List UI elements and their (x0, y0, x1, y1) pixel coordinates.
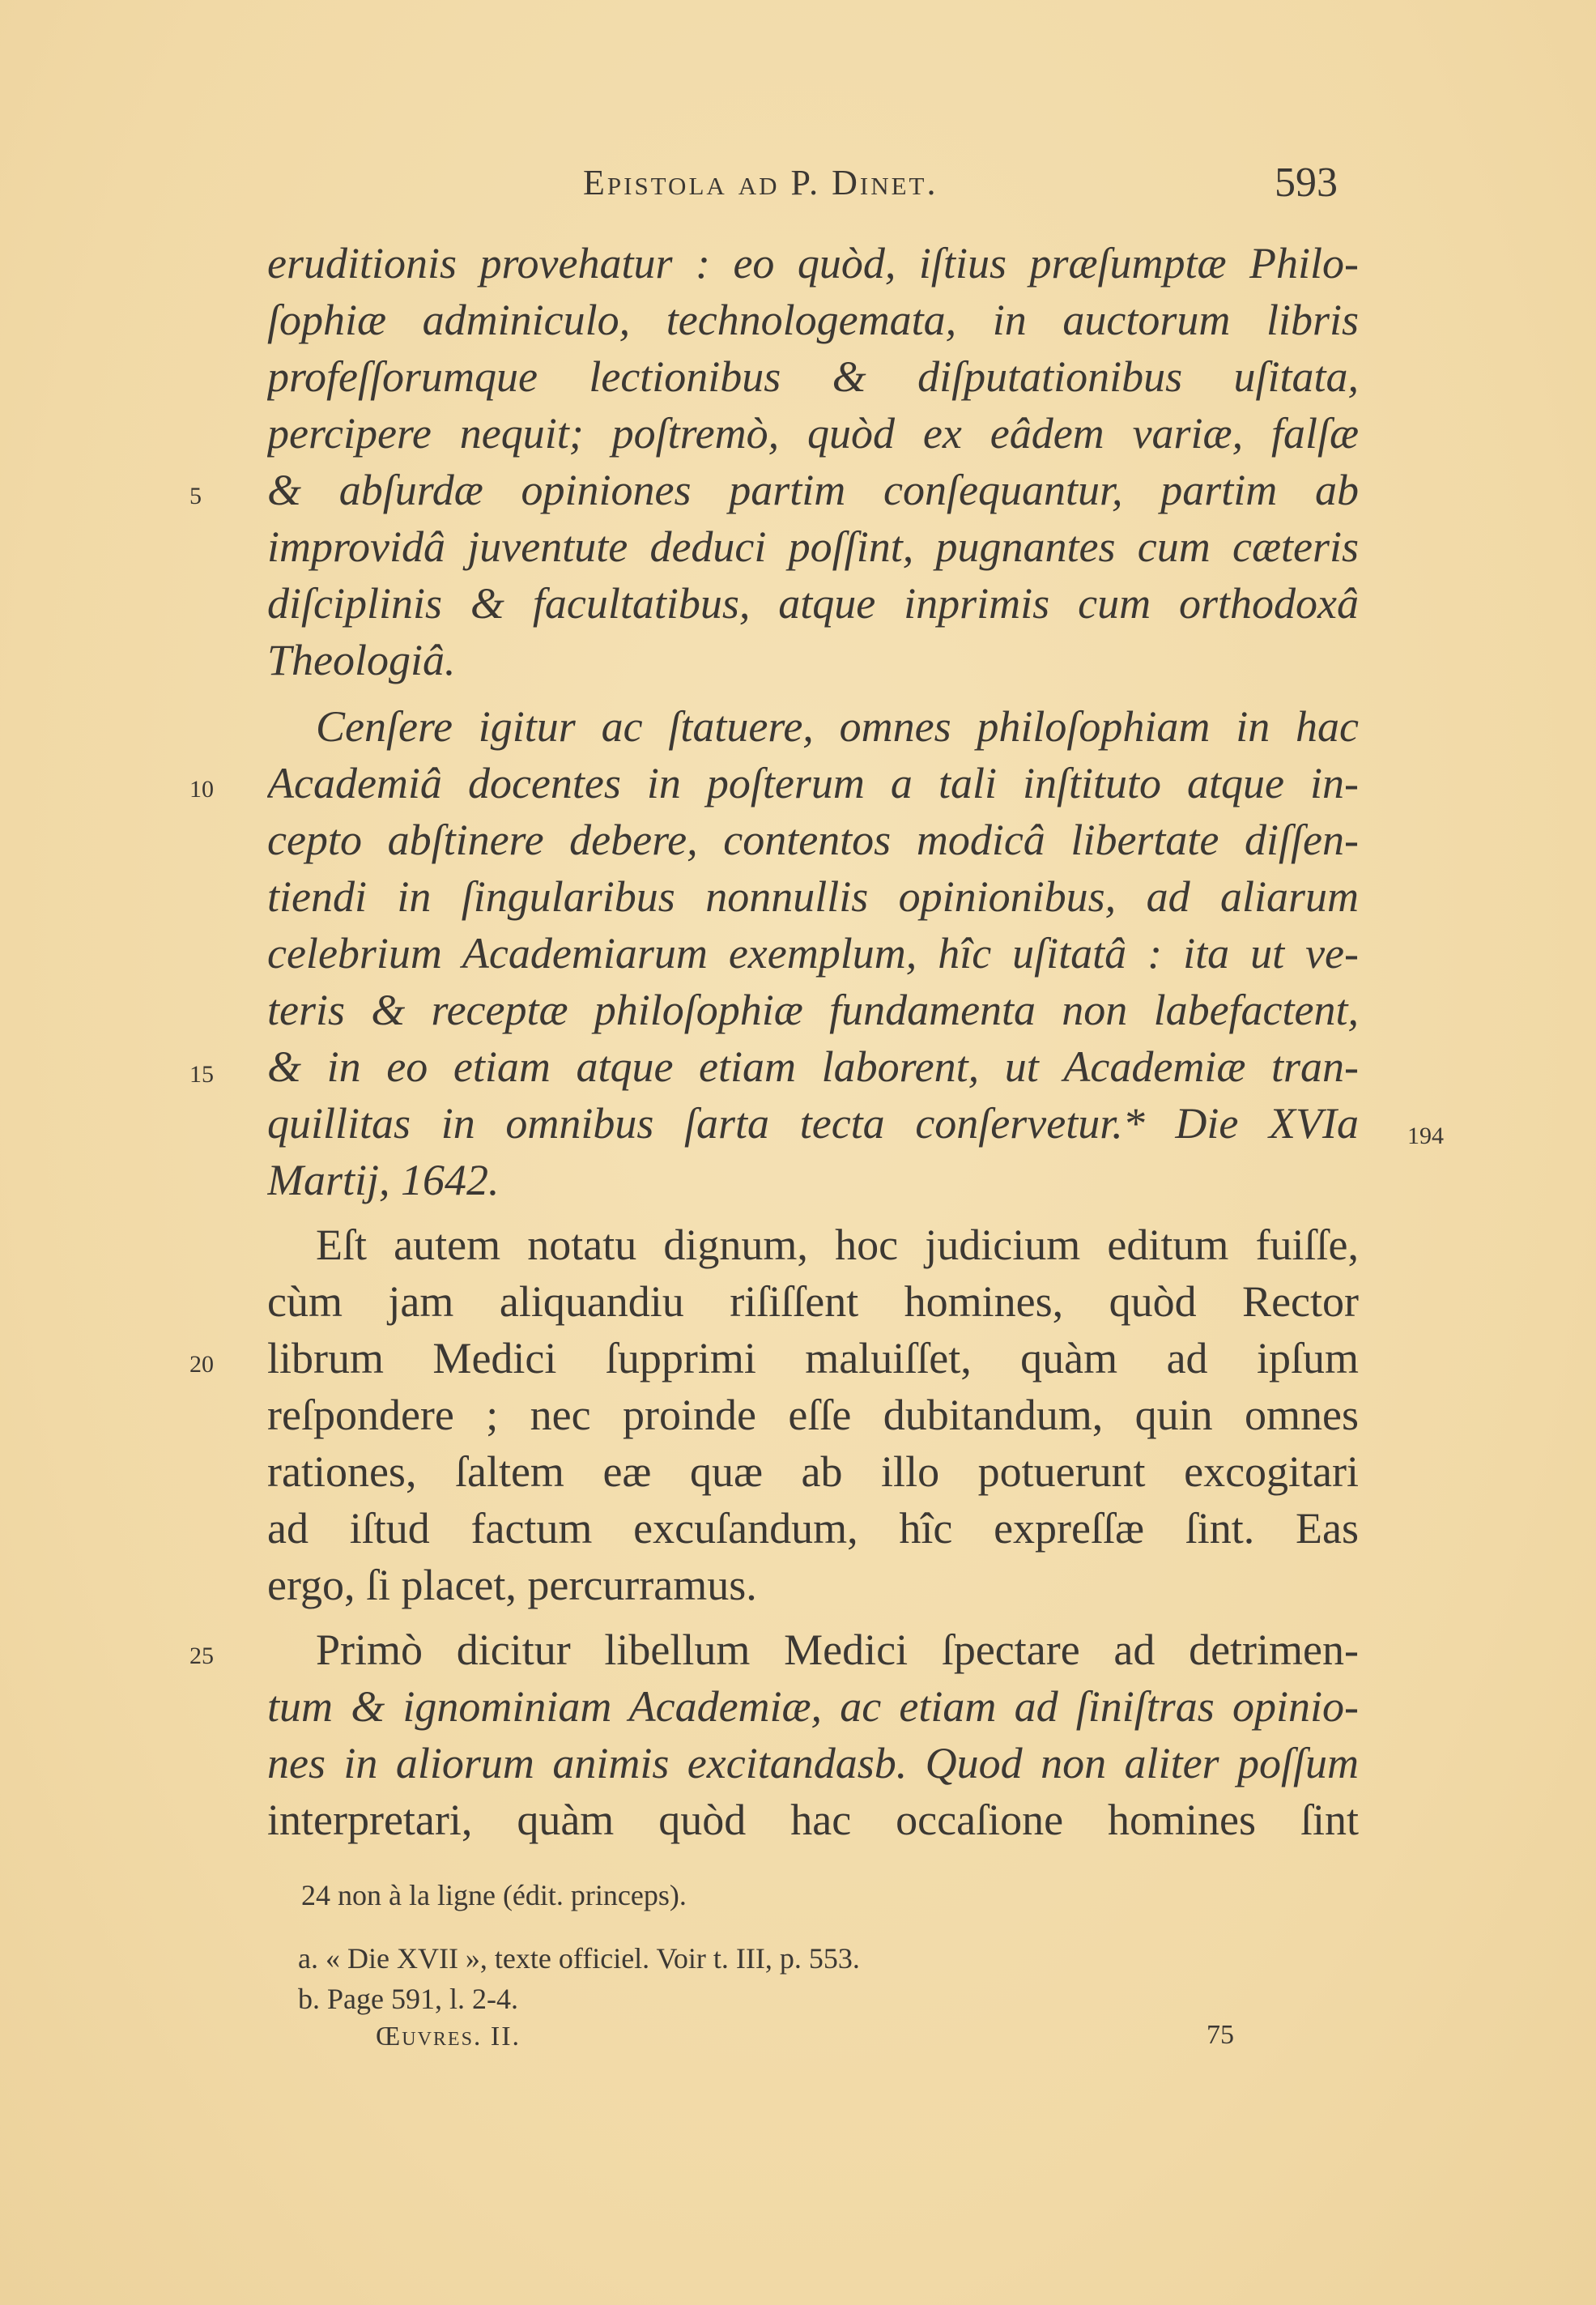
text-line: eruditionis provehatur : eo quòd, iſtius præſumptæ Philo- (267, 239, 1359, 288)
text-line: profeſſorumque lectionibus & diſputationibus uſitata, (267, 352, 1359, 401)
text-line: Primò dicitur libellum Medici ſpectare ad detrimen- (316, 1625, 1359, 1674)
signature-label: Œuvres. II. (376, 2022, 521, 2051)
footnote-b: b. Page 591, l. 2-4. (298, 1983, 518, 2015)
text-line: nes in aliorum animis excitandasb. Quod non aliter poſſum (267, 1739, 1359, 1787)
text-line: improvidâ juventute deduci poſſint, pugnantes cum cæteris (267, 522, 1359, 571)
text-line: librum Medici ſupprimi maluiſſet, quàm ad ipſum (267, 1334, 1359, 1383)
text-line: tiendi in ſingularibus nonnullis opinionibus, ad aliarum (267, 872, 1359, 921)
text-line: quillitas in omnibus ſarta tecta conſervetur.* Die XVIa (267, 1099, 1359, 1148)
signature-number: 75 (1207, 2020, 1234, 2050)
text-line: reſpondere ; nec proinde eſſe dubitandum, quin omnes (267, 1391, 1359, 1439)
line-number: 20 (189, 1351, 214, 1378)
text-line: Cenſere igitur ac ſtatuere, omnes philoſophiam in hac (316, 702, 1359, 751)
text-line: Eſt autem notatu dignum, hoc judicium editum fuiſſe, (316, 1221, 1359, 1269)
text-line: diſciplinis & facultatibus, atque inprimis cum orthodoxâ (267, 579, 1359, 628)
text-line: tum & ignominiam Academiæ, ac etiam ad ſiniſtras opinio- (267, 1682, 1359, 1731)
text-line: teris & receptæ philoſophiæ fundamenta non labefactent, (267, 986, 1359, 1034)
text-line: percipere nequit; poſtremò, quòd ex eâdem variæ, falſæ (267, 409, 1359, 458)
line-number: 10 (189, 776, 214, 803)
line-number: 15 (189, 1061, 214, 1088)
running-head: Epistola ad P. Dinet. (583, 163, 938, 202)
text-line: ſophiæ adminiculo, technologemata, in auctorum libris (267, 296, 1359, 344)
margin-reference: 194 (1407, 1123, 1444, 1149)
text-line: Theologiâ. (267, 636, 456, 684)
text-line: & abſurdæ opiniones partim conſequantur, partim ab (267, 466, 1359, 514)
text-line: celebrium Academiarum exemplum, hîc uſitatâ : ita ut ve- (267, 929, 1359, 978)
text-line: Martij, 1642. (267, 1156, 500, 1204)
footnote-a: a. « Die XVII », texte officiel. Voir t. III, p. 553. (298, 1942, 860, 1975)
text-line: interpretari, quàm quòd hac occaſione homines ſint (267, 1796, 1359, 1844)
text-line: cepto abſtinere debere, contentos modicâ libertate diſſen- (267, 816, 1359, 864)
text-line: rationes, ſaltem eæ quæ ab illo potuerunt excogitari (267, 1447, 1359, 1496)
text-line: ergo, ſi placet, percurramus. (267, 1561, 757, 1609)
line-number: 25 (189, 1642, 214, 1669)
footnote-variant: 24 non à la ligne (édit. princeps). (301, 1879, 687, 1911)
text-line: ad iſtud factum excuſandum, hîc expreſſæ ſint. Eas (267, 1504, 1359, 1553)
text-line: cùm jam aliquandiu riſiſſent homines, quòd Rector (267, 1277, 1359, 1326)
text-line: Academiâ docentes in poſterum a tali inſtituto atque in- (267, 759, 1359, 807)
text-line: & in eo etiam atque etiam laborent, ut Academiæ tran- (267, 1042, 1359, 1091)
line-number: 5 (189, 483, 202, 509)
page-number: 593 (1275, 160, 1338, 206)
